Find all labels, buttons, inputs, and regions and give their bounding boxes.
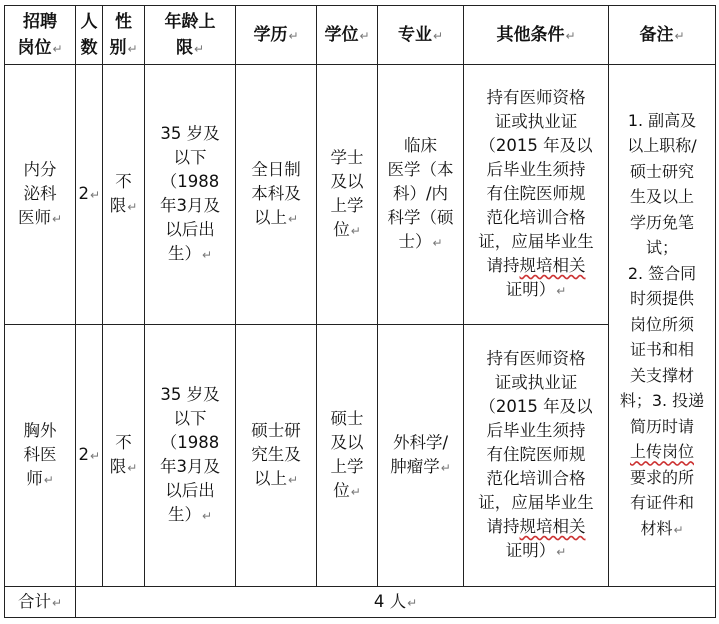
cell-notes: 1. 副高及 以上职称/ 硕士研究 生及以上 学历免笔 试； 2. 签合同 时须提供 岗位所须 证书和相 关支撑材 料；3. 投递 简历时请 上传岗位 要求的所 有证件和 材料↵ xyxy=(609,65,716,587)
header-education: 学历↵ xyxy=(236,6,317,65)
cell-other: 持有医师资格 证或执业证 （2015 年及以 后毕业生须持 有住院医师规 范化培训合格 证，应届毕业生 请持规培相关 证明）↵ xyxy=(464,325,609,587)
underlined-term: 规培相关 xyxy=(519,517,586,536)
header-count: 人 数 xyxy=(76,6,103,65)
cell-degree: 学士 及以 上学 位↵ xyxy=(317,65,378,325)
cell-count: 2↵ xyxy=(76,65,103,325)
cell-position: 内分 泌科 医师↵ xyxy=(5,65,76,325)
cell-education: 全日制 本科及 以上↵ xyxy=(236,65,317,325)
cell-degree: 硕士 及以 上学 位↵ xyxy=(317,325,378,587)
cell-gender: 不 限↵ xyxy=(103,325,145,587)
header-position: 招聘 岗位↵ xyxy=(5,6,76,65)
cell-gender: 不 限↵ xyxy=(103,65,145,325)
cell-education: 硕士研 究生及 以上↵ xyxy=(236,325,317,587)
header-degree: 学位↵ xyxy=(317,6,378,65)
recruitment-table xyxy=(4,5,716,618)
cell-major: 外科学/ 肿瘤学↵ xyxy=(378,325,464,587)
header-age: 年龄上 限↵ xyxy=(145,6,236,65)
total-value: 4 人↵ xyxy=(76,587,716,618)
cell-major: 临床 医学（本 科）/内 科学（硕 士）↵ xyxy=(378,65,464,325)
header-major: 专业↵ xyxy=(378,6,464,65)
header-row xyxy=(5,6,716,65)
header-notes: 备注↵ xyxy=(609,6,716,65)
total-label: 合计↵ xyxy=(5,587,76,618)
cell-count: 2↵ xyxy=(76,325,103,587)
cell-other: 持有医师资格 证或执业证 （2015 年及以 后毕业生须持 有住院医师规 范化培训合格 证，应届毕业生 请持规培相关 证明）↵ xyxy=(464,65,609,325)
cell-position: 胸外 科医 师↵ xyxy=(5,325,76,587)
underlined-term: 上传岗位 xyxy=(629,442,694,462)
cell-age: 35 岁及 以下 （1988 年3月及 以后出 生）↵ xyxy=(145,65,236,325)
cell-age: 35 岁及 以下 （1988 年3月及 以后出 生）↵ xyxy=(145,325,236,587)
header-gender: 性 别↵ xyxy=(103,6,145,65)
underlined-term: 规培相关 xyxy=(519,256,586,275)
header-other: 其他条件↵ xyxy=(464,6,609,65)
table-row xyxy=(5,65,716,325)
total-row xyxy=(5,587,716,618)
